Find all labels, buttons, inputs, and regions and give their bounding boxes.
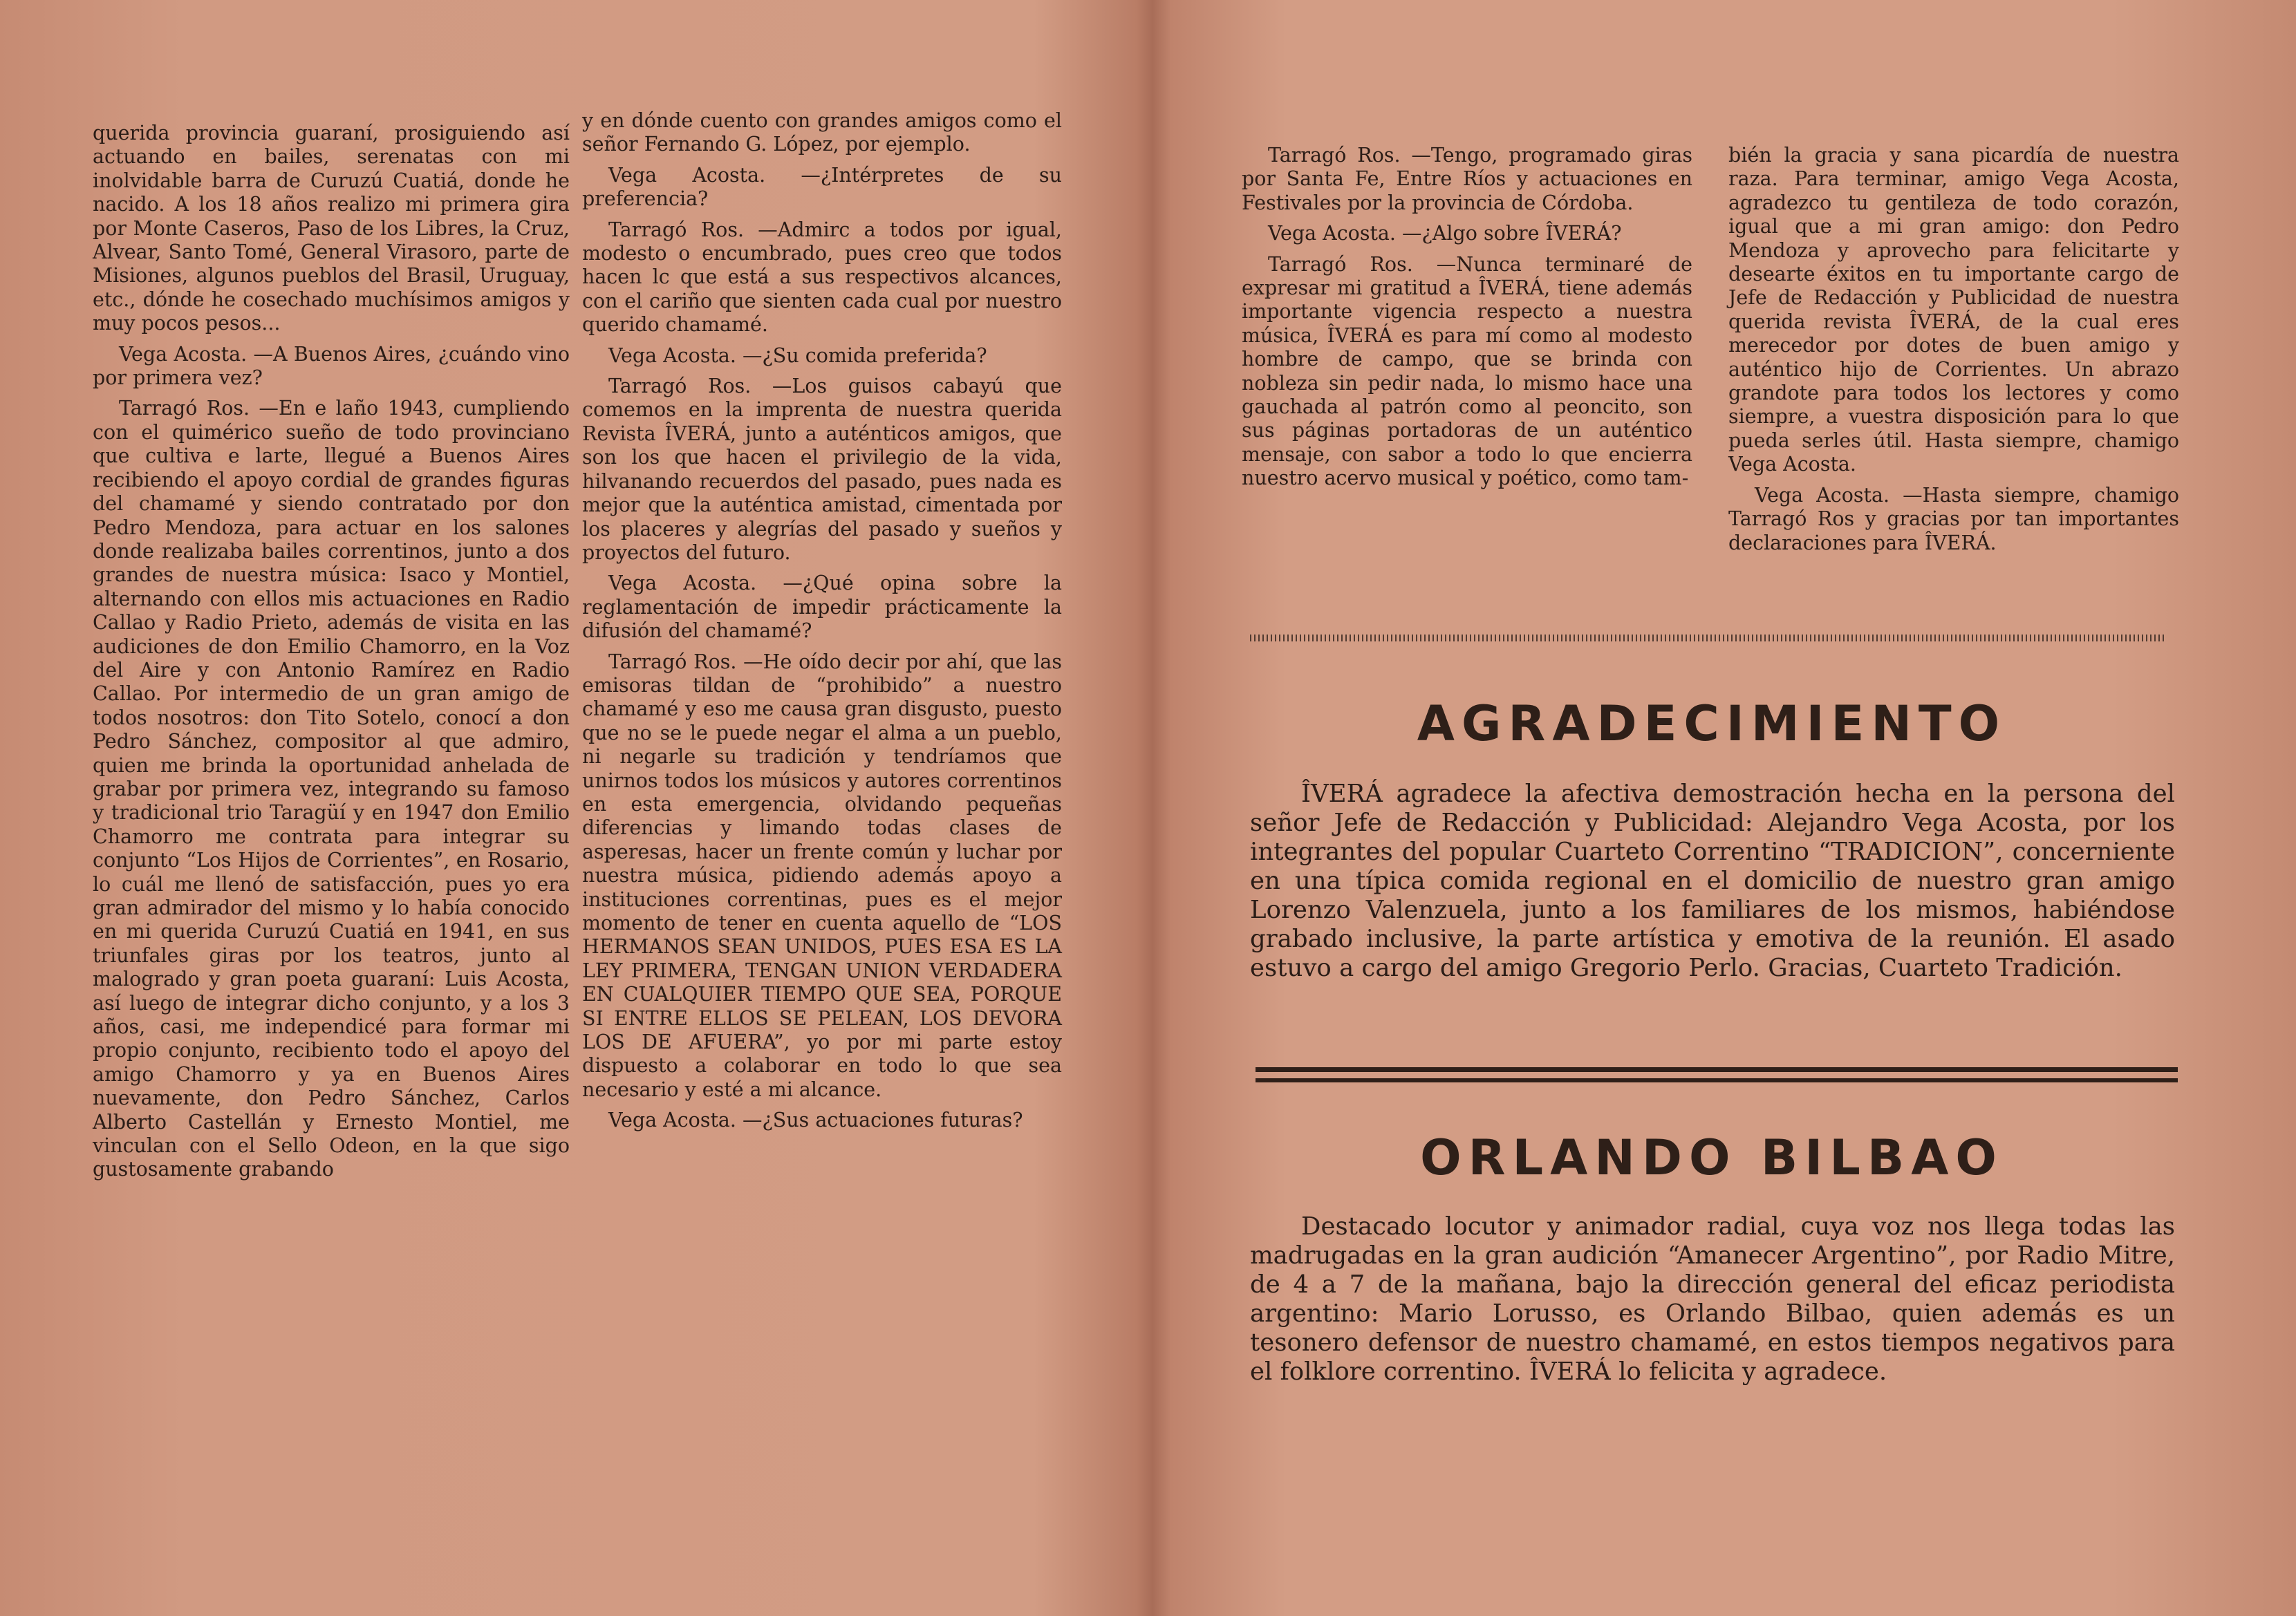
dotted-divider <box>1250 635 2167 641</box>
agradecimiento-article <box>1250 780 2175 983</box>
paragraph: Tarragó Ros. —Los guisos cabayú que comemos en la imprenta de nuestra querida Revista ÎVERÁ, junto a auténticos amigos, que son los que hacen el privilegio de la vida, hilvanando recuerdos del pasado, pues nada es mejor que la auténtica amistad, cimentada por los placeres y alegrías del pasado y sueños y proyectos del futuro. <box>582 375 1062 564</box>
paragraph: Vega Acosta. —Hasta siempre, chamigo Tarragó Ros y gracias por tan importantes declaraciones para ÎVERÁ. <box>1728 483 2179 554</box>
orlando-bilbao-article <box>1250 1212 2175 1387</box>
double-line-divider <box>1256 1067 2178 1082</box>
interview-column-1 <box>93 122 570 1189</box>
interview-column-2 <box>582 109 1062 1140</box>
agradecimiento-heading: AGRADECIMIENTO <box>1417 695 2007 752</box>
orlando-bilbao-paragraph: Destacado locutor y animador radial, cuya voz nos llega todas las madrugadas en la gran audición “Amanecer Argentino”, por Radio Mitre, de 4 a 7 de la mañana, bajo la dirección general del eficaz periodista argentino: Mario Lorusso, es Orlando Bilbao, quien además es un tesonero defensor de nuestro chamamé, en estos tiempos negativos para el folklore correntino. ÎVERÁ lo felicita y agradece. <box>1250 1212 2175 1386</box>
paragraph: Vega Acosta. —¿Intérpretes de su preferencia? <box>582 163 1062 211</box>
interview-column-3 <box>1242 144 1692 498</box>
paragraph: Tarragó Ros. —Nunca terminaré de expresar mi gratitud a ÎVERÁ, tiene además importante vigencia respecto a nuestra música, ÎVERÁ es para mí como al modesto hombre de campo, que se brinda con nobleza sin pedir nada, lo mismo hace una gauchada al patrón como al peoncito, son sus páginas portadoras de un auténtico mensaje, con sabor a todo lo que encierra nuestro acervo musical y poético, como tam- <box>1242 252 1692 490</box>
orlando-bilbao-heading: ORLANDO BILBAO <box>1420 1129 2004 1186</box>
paragraph: Vega Acosta. —A Buenos Aires, ¿cuándo vino por primera vez? <box>93 342 570 390</box>
paragraph: Tarragó Ros. —En e laño 1943, cumpliendo con el quimérico sueño de todo provinciano que cultiva e larte, llegué a Buenos Aires recibiendo el apoyo cordial de grandes figuras del chamamé y siendo contratado por don Pedro Mendoza, para actuar en los salones donde realizaba bailes correntinos, junto a dos grandes de nuestra música: Isaco y Montiel, alternando con ellos mis actuaciones en Radio Callao y Radio Prieto, además de visita en las audiciones de don Emilio Chamorro, en la Voz del Aire y con Antonio Ramírez en Radio Callao. Por intermedio de un gran amigo de todos nosotros: don Tito Sotelo, conocí a don Pedro Sánchez, compositor al que admiro, quien me brinda la oportunidad anhelada de grabar por primera vez, integrando su famoso y tradicional trio Taragüí y en 1947 don Emilio Chamorro me contrata para integrar su conjunto “Los Hijos de Corrientes”, en Rosario, lo cuál me llenó de satisfacción, pues yo era gran admirador del mismo y lo había conocido en mi querida Curuzú Cuatiá en 1941, en sus triunfales giras por los teatros, junto al malogrado y gran poeta guaraní: Luis Acosta, así luego de integrar dicho conjunto, y a los 3 años, casi, me independicé para formar mi propio conjunto, recibiento todo el apoyo del amigo Chamorro y ya en Buenos Aires nuevamente, don Pedro Sánchez, Carlos Alberto Castellán y Ernesto Montiel, me vinculan con el Sello Odeon, en la que sigo gustosamente grabando <box>93 397 570 1181</box>
paragraph: Tarragó Ros. —Admirc a todos por igual, modesto o encumbrado, pues creo que todos hacen lc que está a sus respectivos alcances, con el cariño que sienten cada cual por nuestro querido chamamé. <box>582 218 1062 337</box>
paragraph: Vega Acosta. —¿Sus actuaciones futuras? <box>608 1109 1023 1132</box>
paragraph: querida provincia guaraní, prosiguiendo así actuando en bailes, serenatas con mi inolvidable barra de Curuzú Cuatiá, donde he nacido. A los 18 años realizo mi primera gira por Monte Caseros, Paso de los Libres, la Cruz, Alvear, Santo Tomé, General Virasoro, parte de Misiones, algunos pueblos del Brasil, Uruguay, etc., dónde he cosechado muchísimos amigos y muy pocos pesos... <box>93 122 570 335</box>
paragraph: bién la gracia y sana picardía de nuestra raza. Para terminar, amigo Vega Acosta, agradezco tu gentileza de todo corazón, igual que a mi gran amigo: don Pedro Mendoza y aprovecho para felicitarte y desearte éxitos en tu importante cargo de Jefe de Redacción y Publicidad de nuestra querida revista ÎVERÁ, de la cual eres merecedor por dotes de buen amigo y auténtico hijo de Corrientes. Un abrazo grandote para todos los lectores y como siempre, a vuestra disposición para lo que pueda serles útil. Hasta siempre, chamigo Vega Acosta. <box>1728 144 2179 476</box>
agradecimiento-paragraph: ÎVERÁ agradece la afectiva demostración hecha en la persona del señor Jefe de Redacción y Publicidad: Alejandro Vega Acosta, por los integrantes del popular Cuarteto Correntino “TRADICION”, concerniente en una típica comida regional en el domicilio de nuestro gran amigo Lorenzo Valenzuela, junto a los familiares de los mismos, habiéndose grabado inclusive, la parte artística y emotiva de la reunión. El asado estuvo a cargo del amigo Gregorio Perlo. Gracias, Cuarteto Tradición. <box>1250 780 2175 982</box>
paragraph: Tarragó Ros. —Tengo, programado giras por Santa Fe, Entre Ríos y actuaciones en Festivales por la provincia de Córdoba. <box>1242 144 1692 214</box>
paragraph: Tarragó Ros. —He oído decir por ahí, que las emisoras tildan de “prohibido” a nuestro chamamé y eso me causa gran disgusto, puesto que no se le puede negar el alma a un pueblo, ni negarle su tradición y tendríamos que unirnos todos los músicos y autores correntinos en esta emergencia, olvidando pequeñas diferencias y limando todas clases de asperesas, hacer un frente común y luchar por nuestra música, pidiendo además apoyo a instituciones correntinas, pues es el mejor momento de tener en cuenta aquello de “LOS HERMANOS SEAN UNIDOS, PUES ESA ES LA LEY PRIMERA, TENGAN UNION VERDADERA EN CUALQUIER TIEMPO QUE SEA, PORQUE SI ENTRE ELLOS SE PELEAN, LOS DEVORA LOS DE AFUERA”, yo por mi parte estoy dispuesto a colaborar en todo lo que sea necesario y esté a mi alcance. <box>582 650 1062 1101</box>
paragraph: y en dónde cuento con grandes amigos como el señor Fernando G. López, por ejemplo. <box>582 109 1062 156</box>
paragraph: Vega Acosta. —¿Qué opina sobre la reglamentación de impedir prácticamente la difusión del chamamé? <box>582 572 1062 643</box>
interview-column-4 <box>1728 144 2179 562</box>
paragraph: Vega Acosta. —¿Algo sobre ÎVERÁ? <box>1268 222 1622 245</box>
paragraph: Vega Acosta. —¿Su comida preferida? <box>608 344 987 367</box>
